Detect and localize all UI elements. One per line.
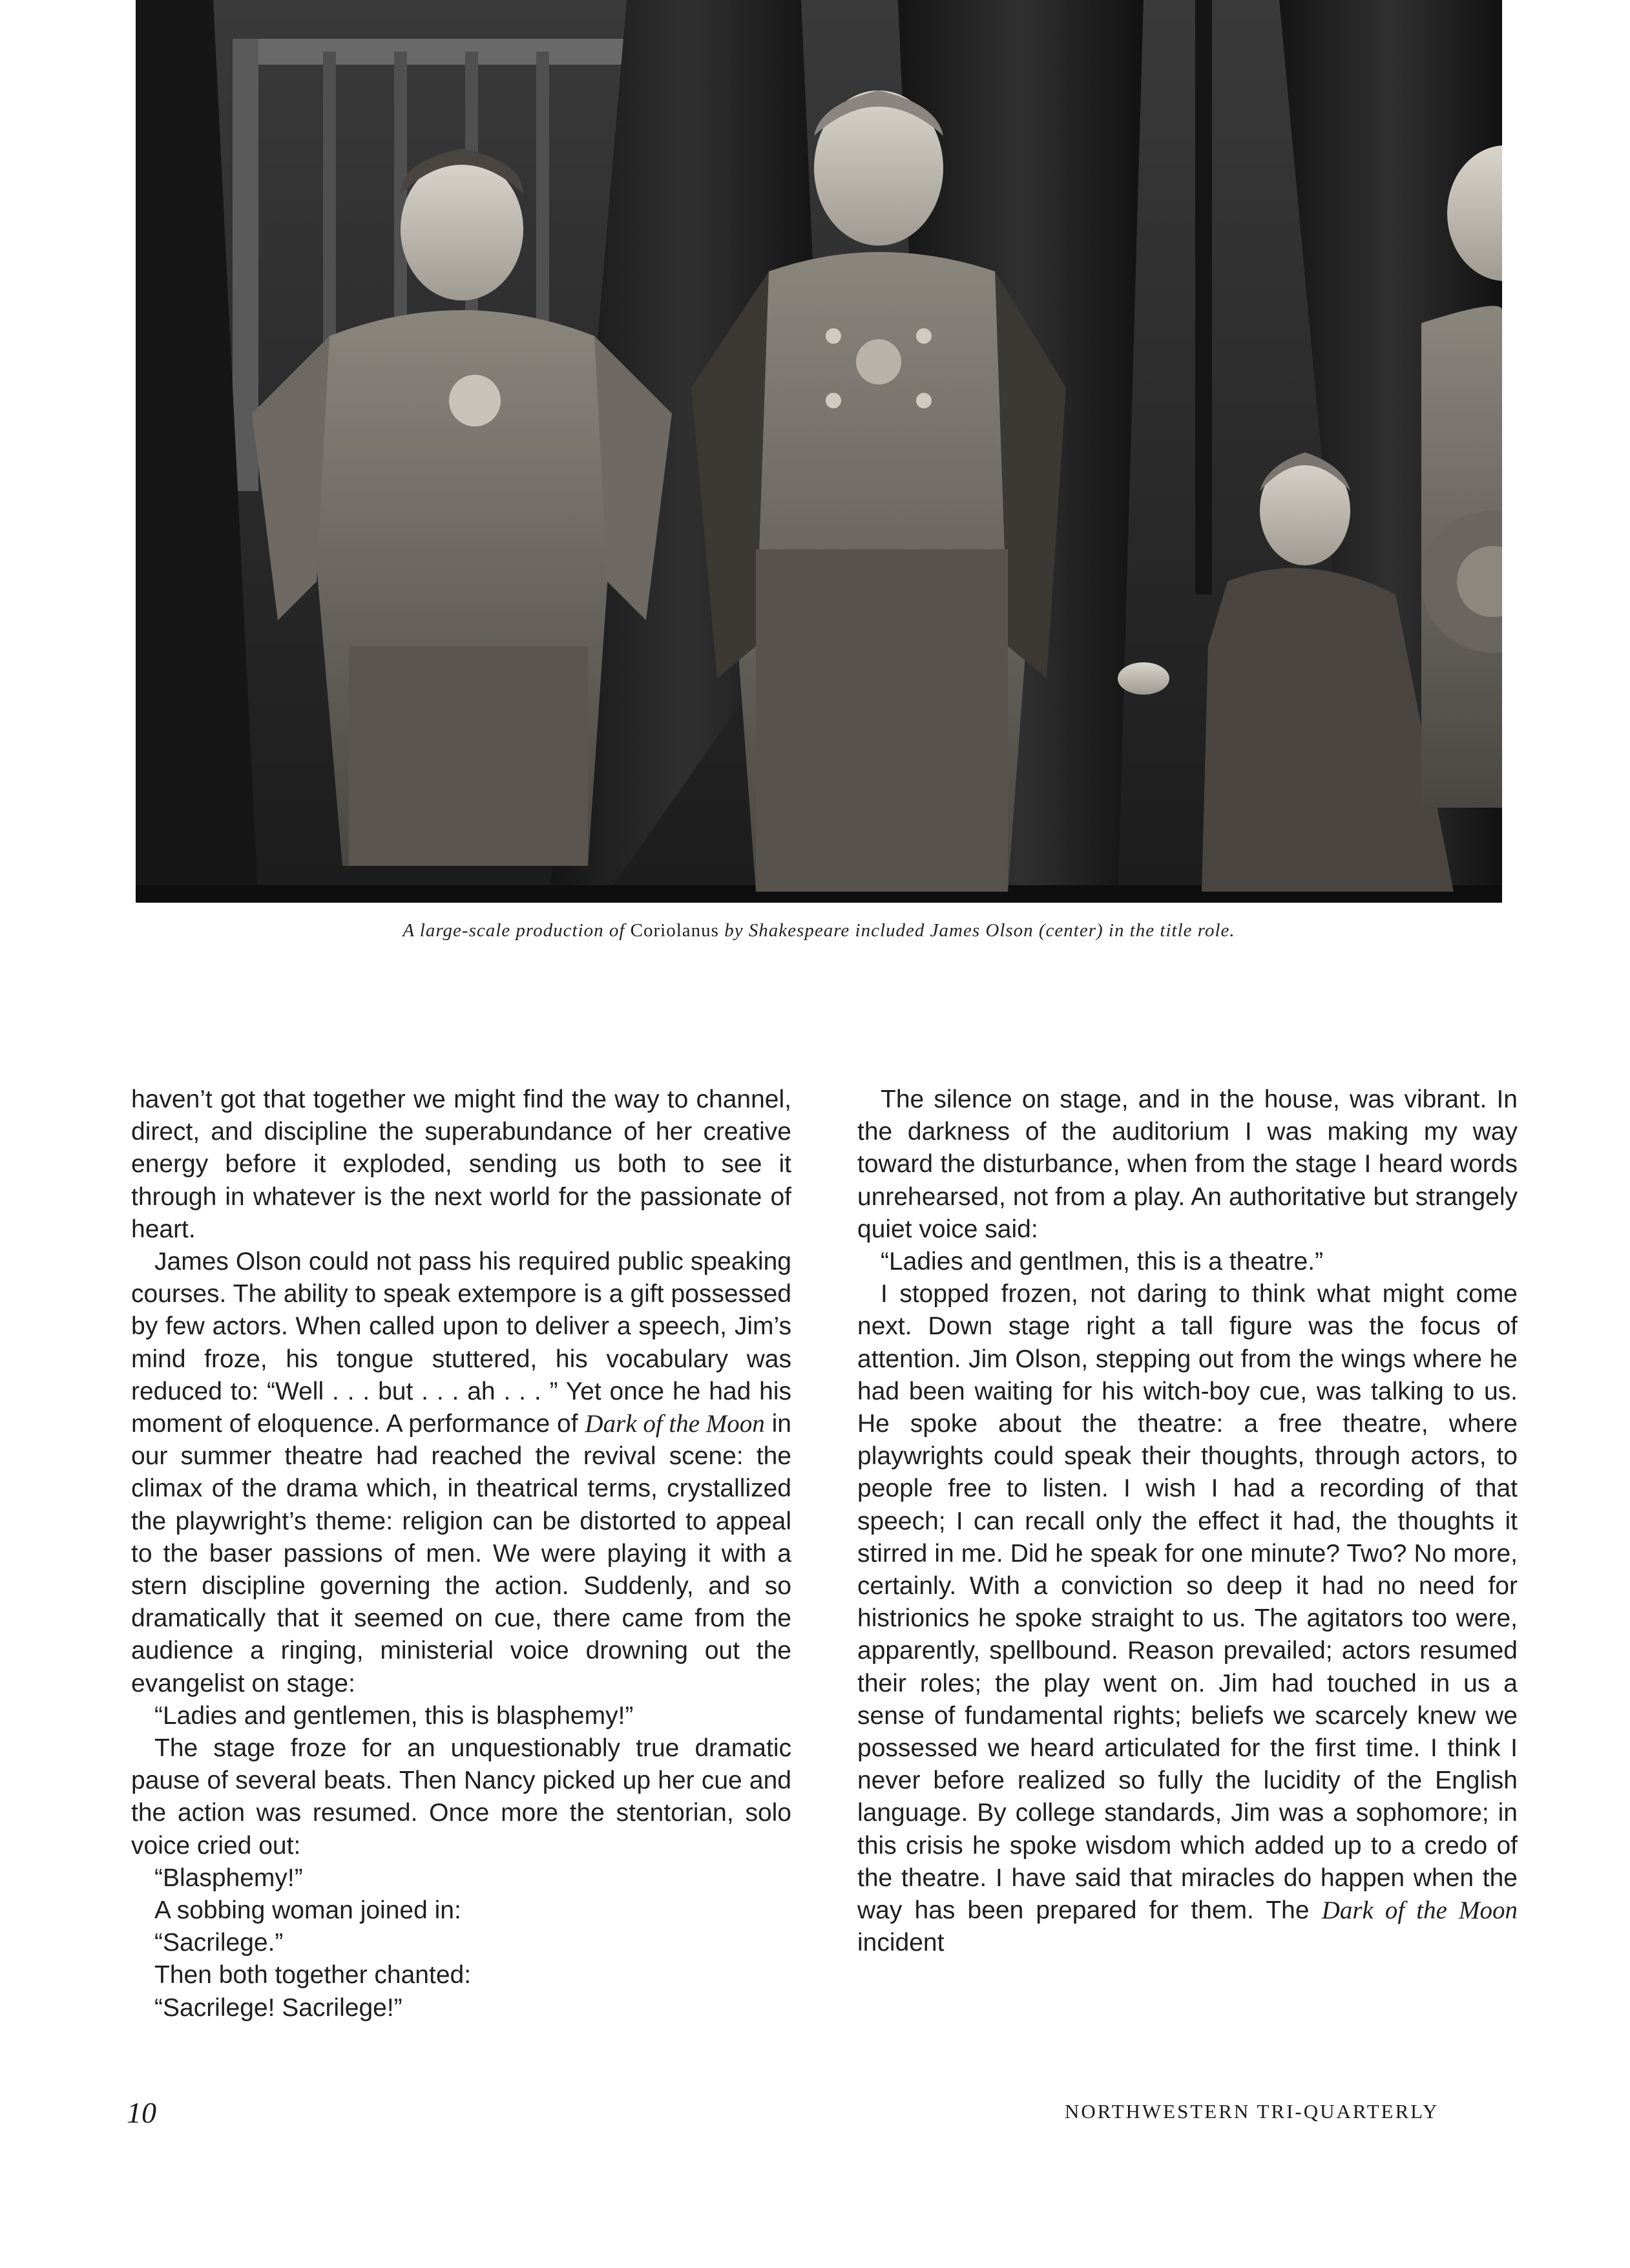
caption-play-title: Coriolanus (630, 920, 719, 941)
publication-title: NORTHWESTERN TRI-QUARTERLY (1065, 2100, 1439, 2123)
caption-text: A large-scale production of (402, 920, 631, 941)
right-text-column (857, 1084, 1518, 1959)
paragraph: A sobbing woman joined in: (154, 1896, 461, 1925)
quotation: “Ladies and gentlmen, this is a theatre.” (881, 1248, 1324, 1276)
paragraph: The stage froze for an unquestionably true dramatic pause of several beats. Then Nancy picked up her cue and the action was resumed. Once more the stentorian, solo voice cried out: (131, 1734, 791, 1860)
paragraph: James Olson could not pass his required public speaking courses. The ability to speak extempore is a gift possessed by few actors. When called upon to deliver a speech, Jim’s mind froze, his tongue stuttered, his vocabulary was reduced to: “Well . . . but . . . ah . . . ” Yet once he had his moment of eloquence. A performance of Dark of the Moon in our summer theatre had reached the revival scene: the climax of the drama which, in theatrical terms, crystallized the playwright’s theme: religion can be distorted to appeal to the baser passions of men. We were playing it with a stern discipline governing the action. Suddenly, and so dramatically that it seemed on cue, there came from the audience a ringing, ministerial voice drowning out the evangelist on stage: (131, 1248, 791, 1697)
paragraph: Then both together chanted: (154, 1961, 472, 1990)
page-number: 10 (127, 2096, 156, 2129)
quotation: “Sacrilege! Sacrilege!” (154, 1993, 402, 2022)
quotation: “Blasphemy!” (154, 1864, 303, 1892)
left-text-column (131, 1084, 791, 2024)
play-title: Dark of the Moon (1321, 1896, 1518, 1925)
paragraph: haven’t got that together we might find the way to channel, direct, and discipline the superabundance of her creative energy before it exploded, sending us both to see it through in whatever is the next world for the passionate of heart. (131, 1086, 791, 1243)
quotation: “Sacrilege.” (154, 1929, 284, 1957)
caption-text-continued: by Shakespeare included James Olson (center) in the title role. (718, 920, 1235, 941)
photo-caption (136, 920, 1502, 941)
paragraph: The silence on stage, and in the house, was vibrant. In the darkness of the auditorium I was making my way toward the disturbance, when from the stage I heard words unrehearsed, not from a play. An authoritative but strangely quiet voice said: (857, 1086, 1518, 1243)
stage-photograph (136, 0, 1502, 903)
quotation: “Ladies and gentlemen, this is blasphemy!” (154, 1701, 634, 1730)
photo-illustration (136, 0, 1502, 903)
paragraph: I stopped frozen, not daring to think what might come next. Down stage right a tall figure was the focus of attention. Jim Olson, stepping out from the wings where he had been waiting for his witch-boy cue, was talking to us. He spoke about the theatre: a free theatre, where playwrights could speak their thoughts, through actors, to people free to listen. I wish I had a recording of that speech; I can recall only the effect it had, the thoughts it stirred in me. Did he speak for one minute? Two? No more, certainly. With a conviction so deep it had no need for histrionics he spoke straight to us. The agitators too were, apparently, spellbound. Reason prevailed; actors resumed their roles; the play went on. Jim had touched in us a sense of fundamental rights; beliefs we scarcely knew we possessed we heard articulated for the first time. I think I never before realized so fully the lucidity of the English language. By college standards, Jim was a sophomore; in this crisis he spoke wisdom which added up to a credo of the theatre. I have said that miracles do happen when the way has been prepared for them. The Dark of the Moon incident (857, 1280, 1518, 1957)
play-title: Dark of the Moon (585, 1410, 765, 1438)
